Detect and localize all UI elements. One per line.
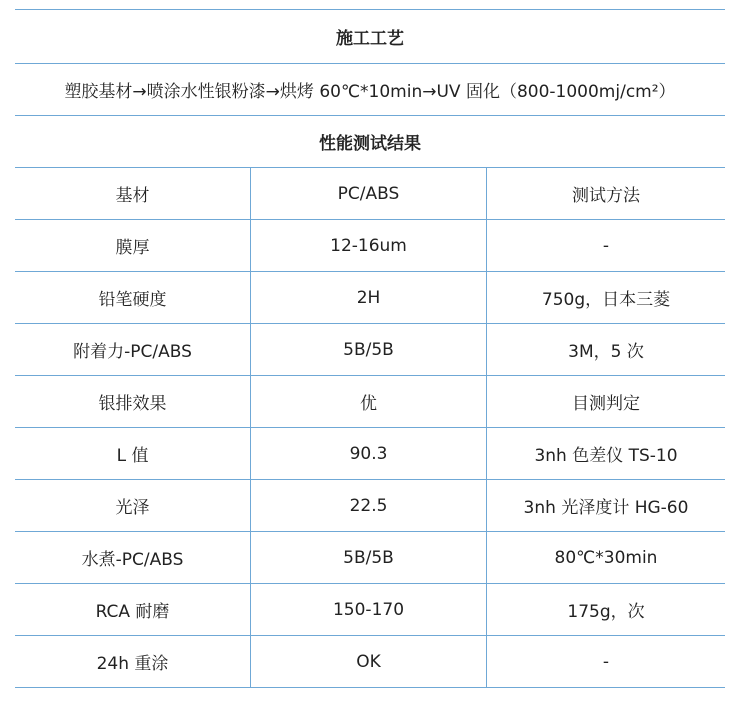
row-value: 90.3	[251, 428, 487, 479]
spec-table	[15, 9, 725, 688]
row-value: 5B/5B	[251, 324, 487, 375]
row-method: 175g，次	[567, 602, 645, 622]
row-item: 光泽	[15, 480, 251, 531]
table-row	[15, 324, 725, 376]
header-material: PC/ABS	[251, 168, 487, 219]
row-item: RCA 耐磨	[15, 584, 251, 635]
results-title: 性能测试结果	[319, 134, 421, 154]
row-item: 水煮-PC/ABS	[15, 532, 251, 583]
row-method: 80℃*30min	[554, 547, 658, 568]
row-item: 附着力-PC/ABS	[15, 324, 251, 375]
table-row	[15, 272, 725, 324]
process-title-row	[15, 10, 725, 64]
row-method: 750g，日本三菱	[541, 290, 671, 310]
header-test-method: 测试方法	[572, 186, 640, 206]
process-title: 施工工艺	[336, 29, 404, 49]
row-value: OK	[251, 636, 487, 687]
table-row	[15, 428, 725, 480]
row-value: 12-16um	[251, 220, 487, 271]
row-method: 3nh 光泽度计 HG-60	[523, 498, 689, 518]
row-method: 目测判定	[572, 394, 640, 414]
results-title-row	[15, 116, 725, 168]
row-value: 5B/5B	[251, 532, 487, 583]
row-value: 2H	[251, 272, 487, 323]
table-row	[15, 584, 725, 636]
table-row	[15, 220, 725, 272]
row-method: 3M，5 次	[568, 342, 644, 362]
table-row	[15, 532, 725, 584]
process-description-row	[15, 64, 725, 116]
table-row	[15, 376, 725, 428]
row-item: 银排效果	[15, 376, 251, 427]
row-item: 膜厚	[15, 220, 251, 271]
table-row	[15, 480, 725, 532]
row-item: L 值	[15, 428, 251, 479]
process-description: 塑胶基材→喷涂水性银粉漆→烘烤 60℃*10min→UV 固化（800-1000mj/cm²）	[64, 82, 676, 102]
row-method: -	[602, 651, 610, 672]
row-value: 22.5	[251, 480, 487, 531]
row-value: 优	[251, 376, 487, 427]
header-substrate: 基材	[15, 168, 251, 219]
row-item: 铅笔硬度	[15, 272, 251, 323]
row-method: -	[602, 235, 610, 256]
row-value: 150-170	[251, 584, 487, 635]
table-row	[15, 636, 725, 688]
row-method: 3nh 色差仪 TS-10	[534, 446, 678, 466]
row-item: 24h 重涂	[15, 636, 251, 687]
table-header-row	[15, 168, 725, 220]
